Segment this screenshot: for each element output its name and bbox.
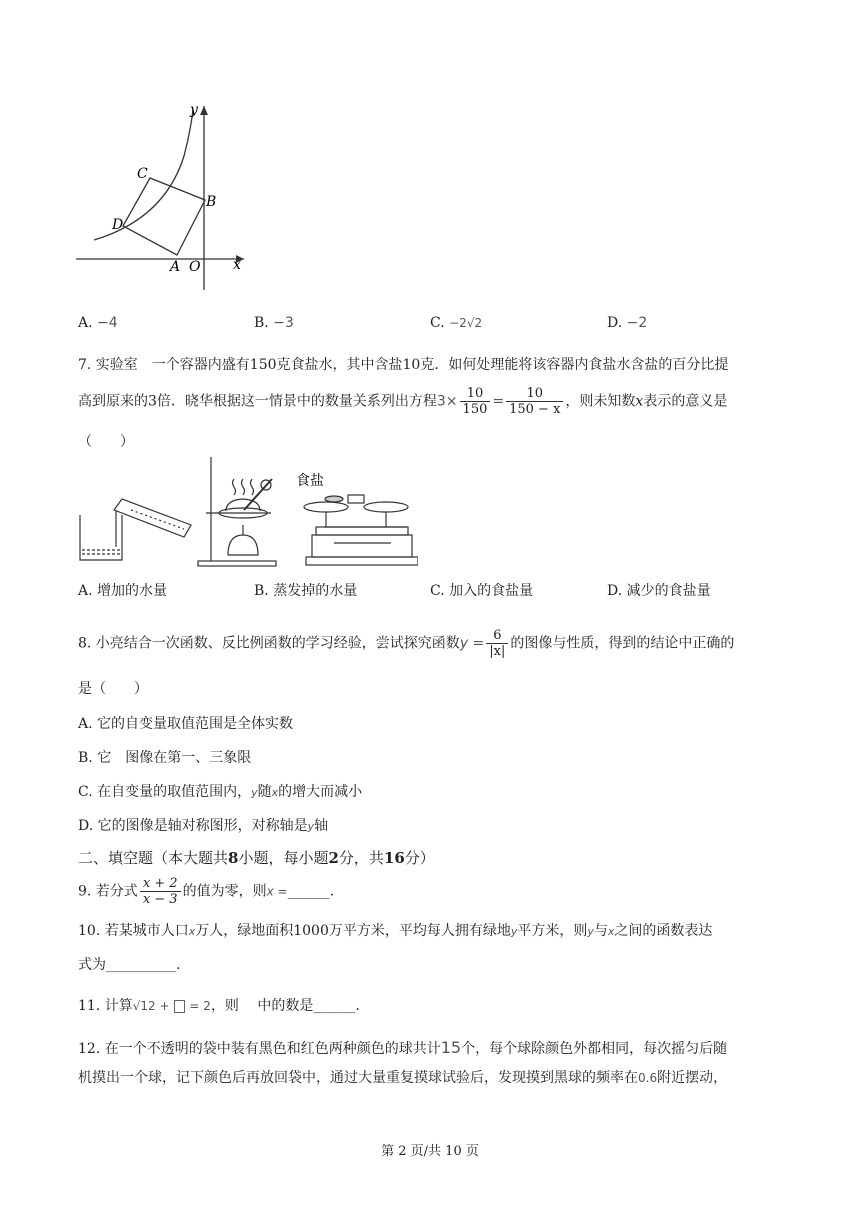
point-label-o: O: [189, 259, 201, 275]
option-letter: B.: [254, 315, 269, 331]
heading-text: 二、填空题（本大题共: [78, 849, 229, 867]
option-text: C. 在自变量的取值范围内，: [78, 784, 252, 800]
q12-line2: [78, 1068, 727, 1088]
section-heading-fill-in: [78, 848, 435, 868]
q7-line1: 7. 实验室 一个容器内盛有150克食盐水，其中含盐10克．如何处理能将该容器内食盐水含盐的百分比提: [78, 357, 729, 373]
q7-answer-paren: （ ）: [78, 434, 134, 450]
q9-fraction: [140, 876, 181, 907]
option-letter: D.: [607, 315, 623, 331]
q10-line1: [78, 921, 712, 942]
variable-x: x: [271, 786, 279, 799]
page-footer: 第 2 页/共 10 页: [381, 1144, 479, 1159]
blank-box-icon: [174, 1000, 185, 1013]
measuring-cylinder-icon: [114, 499, 191, 547]
q12-number: 15: [440, 1038, 462, 1057]
eq-coefficient: 3×: [436, 393, 458, 410]
q12-line1: [78, 1038, 727, 1059]
frac-denominator: |x|: [489, 644, 506, 659]
q12-text: 机摸出一个球，记下颜色后再放回袋中，通过大量重复摸球试验后，发现摸到黑球的频率在: [78, 1070, 638, 1086]
q8-line1-end: 的图像与性质，得到的结论中正确的: [510, 635, 735, 652]
q10-text: 10. 若某城市人口: [78, 923, 189, 939]
option-value: −4: [97, 315, 118, 331]
q9-text: 9. 若分式: [78, 883, 138, 900]
frac-denominator: 150 − x: [509, 402, 561, 417]
heading-text: 分，共: [338, 849, 384, 867]
salt-label: 食盐: [296, 473, 324, 489]
point-label-a: A: [170, 259, 181, 275]
variable-x: x: [188, 925, 196, 938]
q6-option-d[interactable]: [607, 315, 647, 331]
option-text-end: 轴: [314, 818, 329, 834]
q7-option-d[interactable]: [607, 580, 711, 600]
q6-option-b[interactable]: [254, 315, 294, 331]
option-text: 蒸发掉的水量: [273, 583, 358, 599]
func-y: y =: [459, 635, 485, 652]
eq-sign: =: [492, 393, 505, 410]
eq-fraction-right: [506, 386, 563, 417]
option-value: −2√2: [449, 316, 483, 330]
option-value: −3: [273, 315, 294, 331]
option-letter: C.: [430, 315, 445, 331]
q8-option-b[interactable]: B. 它 图像在第一、三象限: [78, 750, 252, 766]
option-letter: D.: [607, 583, 623, 599]
q10-text: 与: [593, 923, 608, 939]
q11-text-end[interactable]: ，则 中的数是______.: [210, 998, 360, 1014]
answer-blank[interactable]: ______.: [287, 883, 335, 900]
q10-line2[interactable]: 式为__________.: [78, 957, 181, 973]
option-text: 减少的食盐量: [626, 583, 711, 599]
axis-label-y: y: [190, 102, 198, 118]
variable-y: y: [510, 925, 518, 938]
option-letter: A.: [78, 315, 93, 331]
alcohol-burner-stand-icon: [198, 457, 276, 566]
q12-text: 附近摆动，: [657, 1070, 728, 1086]
q11: [78, 996, 360, 1016]
frac-numerator: 10: [506, 386, 563, 402]
q8-line1: [78, 628, 734, 659]
q8-line1-text: 8. 小亮结合一次函数、反比例函数的学习经验，尝试探究函数: [78, 635, 460, 652]
q9: [78, 876, 334, 907]
variable-x: x: [607, 925, 615, 938]
option-text: 加入的食盐量: [449, 583, 534, 599]
heading-num: 16: [383, 849, 405, 867]
func-fraction: [486, 628, 508, 659]
frac-numerator: 10: [460, 386, 491, 402]
variable-y: y: [307, 820, 315, 833]
q7-line2: [78, 386, 727, 417]
q12-text: 12. 在一个不透明的袋中装有黑色和红色两种颜色的球共计: [78, 1041, 441, 1057]
q7-option-b[interactable]: [254, 580, 357, 600]
axis-label-x: x: [233, 257, 241, 273]
q7-option-c[interactable]: [430, 580, 533, 600]
q7-line2-text2: ，则未知数: [565, 393, 636, 410]
heading-num: 8: [228, 849, 239, 867]
variable-y: y: [251, 786, 258, 799]
q12-text: 个，每个球除颜色外都相同，每次摇匀后随: [461, 1041, 728, 1057]
q7-line2-text: 高到原来的3倍．晓华根据这一情景中的数量关系列出方程: [78, 393, 437, 410]
q9-text-mid: 的值为零，则: [182, 883, 267, 900]
q7-option-a[interactable]: [78, 580, 167, 600]
variable-x: x: [635, 393, 644, 410]
q8-option-c[interactable]: [78, 782, 362, 803]
point-label-d: D: [112, 217, 124, 233]
q11-text: 11. 计算: [78, 998, 133, 1014]
point-label-c: C: [137, 166, 148, 182]
option-text: 增加的水量: [97, 583, 168, 599]
option-letter: A.: [78, 583, 93, 599]
frac-numerator: x + 2: [140, 876, 181, 892]
option-text-mid: 随: [257, 784, 272, 800]
option-text-end: 的增大而减小: [278, 784, 363, 800]
heading-text: 小题，每小题: [238, 849, 329, 867]
q6-option-c[interactable]: [430, 315, 482, 331]
q6-option-a[interactable]: [78, 315, 118, 331]
option-letter: C.: [430, 583, 445, 599]
q7-lab-equipment-illustration: [76, 455, 418, 570]
frac-numerator: 6: [486, 628, 508, 644]
heading-text: 分）: [404, 849, 435, 867]
balance-scale-icon: [304, 495, 418, 565]
option-value: −2: [626, 315, 648, 331]
q6-coordinate-figure: [74, 96, 254, 292]
point-label-b: B: [206, 194, 217, 210]
x-equals: x =: [266, 884, 288, 899]
q12-frequency: 0.6: [638, 1071, 658, 1085]
option-letter: B.: [254, 583, 269, 599]
q8-line2: 是（ ）: [78, 681, 148, 697]
q10-text: 之间的函数表达: [614, 923, 713, 939]
q8-option-a[interactable]: A. 它的自变量取值范围是全体实数: [78, 716, 294, 732]
q11-expression: √12 +: [132, 999, 170, 1013]
option-text: D. 它的图像是轴对称图形，对称轴是: [78, 818, 308, 834]
frac-denominator: x − 3: [142, 892, 178, 907]
q11-expression-result: = 2: [189, 999, 211, 1013]
q10-text: 平方米，则: [517, 923, 588, 939]
heading-num: 2: [328, 849, 339, 867]
frac-denominator: 150: [462, 402, 488, 417]
variable-y: y: [587, 925, 594, 938]
q10-text: 万人，绿地面积1000万平方米，平均每人拥有绿地: [195, 923, 511, 939]
q7-line2-end: 表示的意义是: [643, 393, 728, 410]
eq-fraction-left: [460, 386, 491, 417]
q8-option-d[interactable]: [78, 816, 328, 837]
